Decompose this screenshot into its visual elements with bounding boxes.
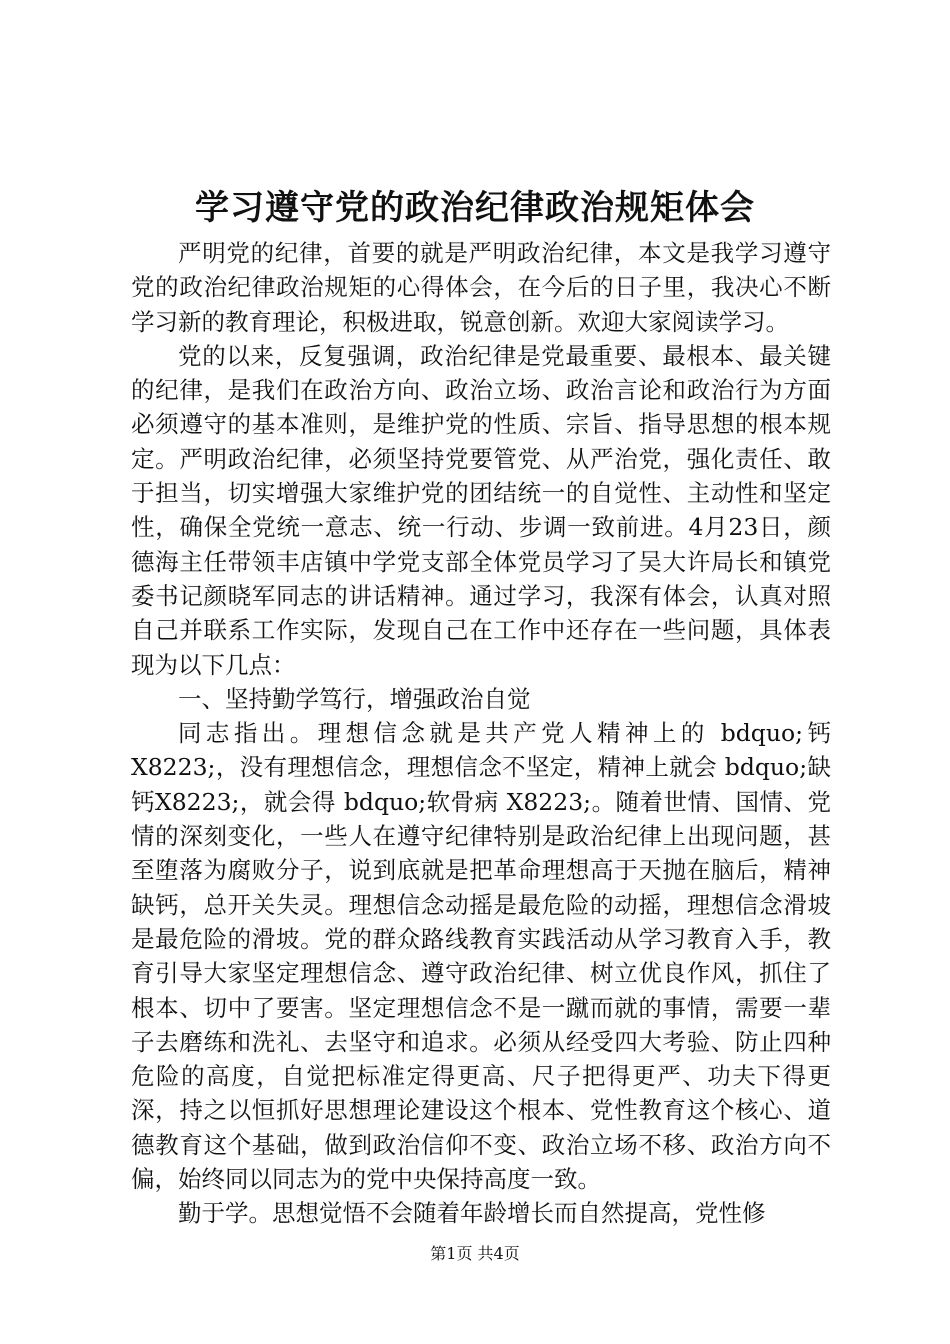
- paragraph-intro: 严明党的纪律，首要的就是严明政治纪律，本文是我学习遵守党的政治纪律政治规矩的心得体会，在今后的日子里，我决心不断学习新的教育理论，积极进取，锐意创新。欢迎大家阅读学习。: [131, 239, 831, 336]
- document-title: 学习遵守党的政治纪律政治规矩体会: [195, 188, 755, 228]
- paragraph-ideals-beliefs: 同志指出。理想信念就是共产党人精神上的 bdquo;钙X8223;，没有理想信念，理想信念不坚定，精神上就会 bdquo;缺钙X8223;，就会得 bdquo;软骨病 X8223;。随着世情、国情、党情的深刻变化，一些人在遵守纪律特别是政治纪律上出现问题，甚至堕落为腐败分子，说到底就是把革命理想高于天抛在脑后，精神缺钙，总开关失灵。理想信念动摇是最危险的动摇，理想信念滑坡是最危险的滑坡。党的群众路线教育实践活动从学习教育入手，教育引导大家坚定理想信念、遵守政治纪律、树立优良作风，抓住了根本、切中了要害。坚定理想信念不是一蹴而就的事情，需要一辈子去磨练和洗礼、去坚守和追求。必须从经受四大考验、防止四种危险的高度，自觉把标准定得更高、尺子把得更严、功夫下得更深，持之以恒抓好思想理论建设这个根本、党性教育这个核心、道德教育这个基础，做到政治信仰不变、政治立场不移、政治方向不偏，始终同以同志为的党中央保持高度一致。: [131, 719, 831, 1194]
- section-heading-1: 一、坚持勤学笃行，增强政治自觉: [178, 684, 531, 713]
- document-body: [131, 236, 831, 1231]
- page-footer: 第1页 共4页: [430, 1244, 520, 1263]
- paragraph-political-discipline: 党的以来，反复强调，政治纪律是党最重要、最根本、最关键的纪律，是我们在政治方向、政治立场、政治言论和政治行为方面必须遵守的基本准则，是维护党的性质、宗旨、指导思想的根本规定。严明政治纪律，必须坚持党要管党、从严治党，强化责任、敢于担当，切实增强大家维护党的团结统一的自觉性、主动性和坚定性，确保全党统一意志、统一行动、步调一致前进。4月23日，颜德海主任带领丰店镇中学党支部全体党员学习了吴大许局长和镇党委书记颜晓军同志的讲话精神。通过学习，我深有体会，认真对照自己并联系工作实际，发现自己在工作中还存在一些问题，具体表现为以下几点：: [131, 341, 831, 679]
- paragraph-diligent-study: 勤于学。思想觉悟不会随着年龄增长而自然提高，党性修: [178, 1199, 766, 1228]
